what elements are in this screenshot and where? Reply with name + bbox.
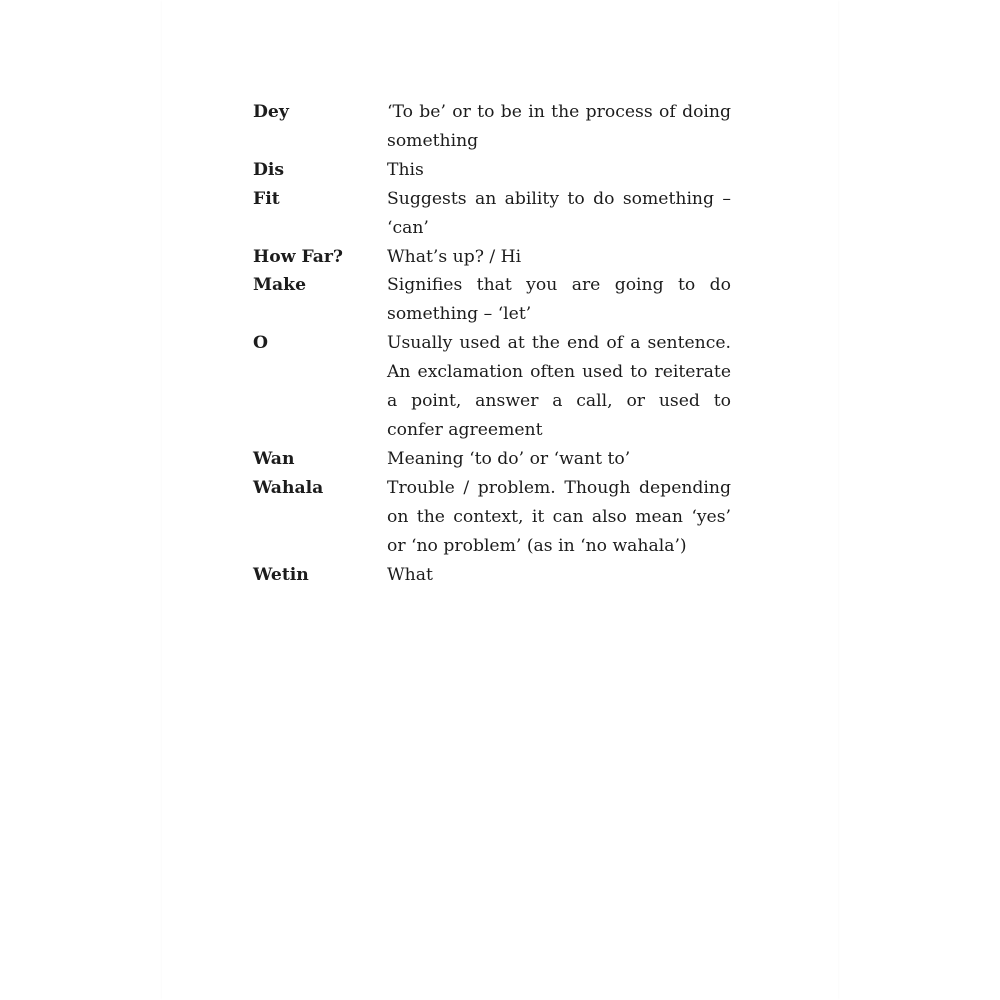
glossary-entry [253,474,731,561]
glossary-entry [253,185,731,243]
glossary-definition: Meaning ‘to do’ or ‘want to’ [387,448,631,469]
glossary-term: Dis [253,159,285,180]
glossary-term: Wetin [253,564,309,585]
glossary-definition: Trouble / problem. Though depending on the context, it can also mean ‘yes’ or ‘no problem’ (as in ‘no wahala’) [387,477,731,556]
glossary-definition: Signifies that you are going to do something – ‘let’ [387,275,731,325]
glossary-definition: What [387,564,433,585]
glossary-entry [253,98,731,156]
glossary-term: Wahala [253,477,324,498]
glossary-term: Wan [253,448,295,469]
glossary-definition: Usually used at the end of a sentence. An exclamation often used to reiterate a point, answer a call, or used to confer agreement [387,333,731,440]
glossary-entry [253,445,731,474]
glossary-entry [253,561,731,590]
glossary-definition: Suggests an ability to do something – ‘can’ [387,188,731,238]
glossary-entry [253,243,731,272]
glossary-entry [253,329,731,445]
glossary-definition: ‘To be’ or to be in the process of doing something [387,102,731,151]
glossary-entry [253,156,731,185]
glossary-definition: This [387,159,424,180]
glossary-entry [253,271,731,329]
glossary-definition: What’s up? / Hi [387,246,522,267]
glossary-list [253,98,731,589]
glossary-term: Make [253,275,307,296]
glossary-term: How Far? [253,246,344,267]
glossary-term: O [253,333,268,354]
glossary-term: Dey [253,102,289,122]
glossary-term: Fit [253,188,280,209]
